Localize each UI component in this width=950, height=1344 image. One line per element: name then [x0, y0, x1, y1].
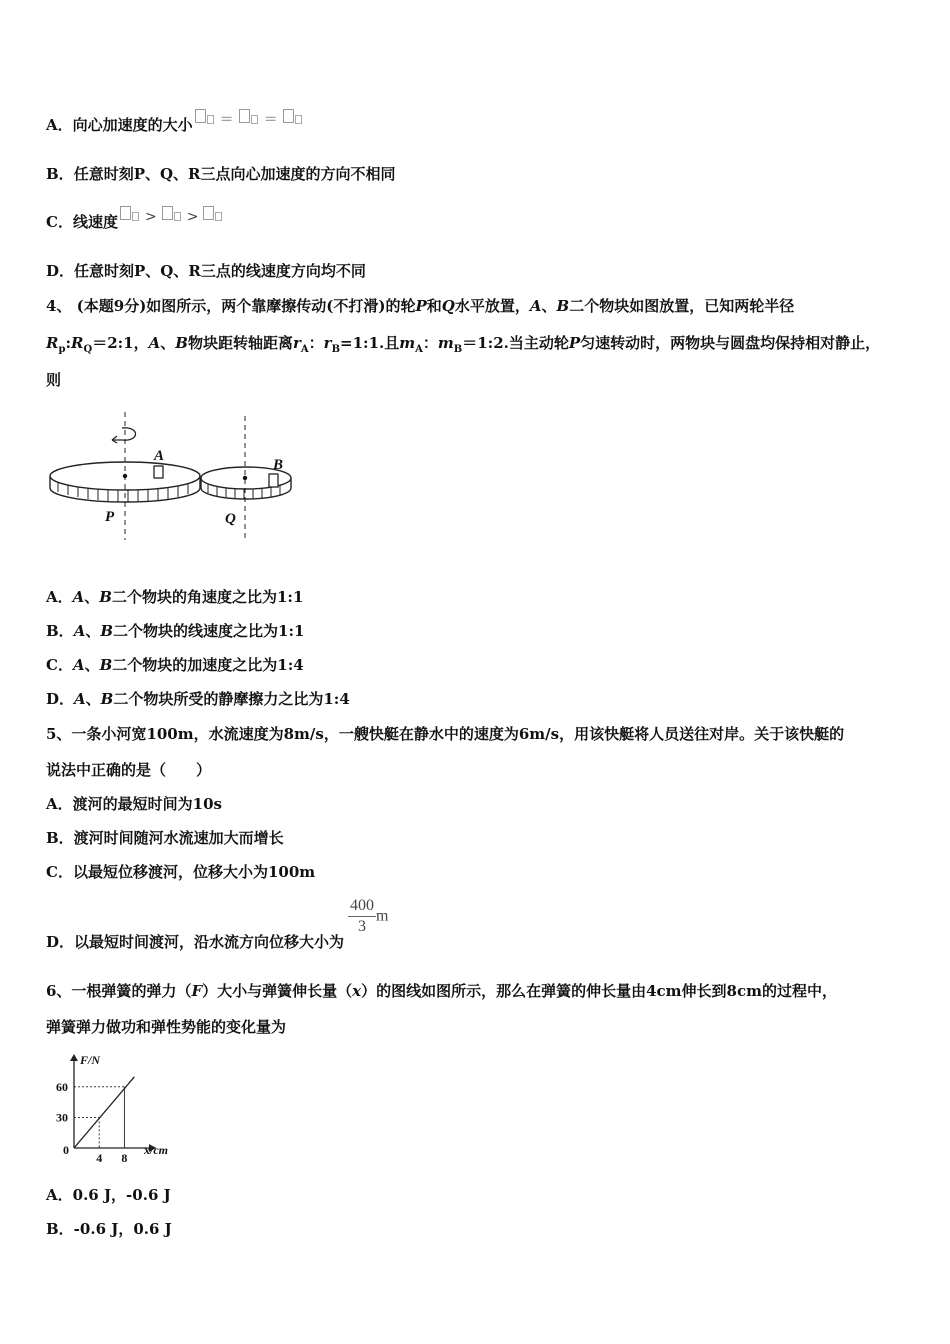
q4-option-b[interactable]: B．A、B二个物块的线速度之比为1:1 — [46, 622, 305, 640]
origin-label: 0 — [63, 1143, 69, 1157]
option-text: 向心加速度的大小 — [72, 116, 193, 134]
q4-stem-line2: $R_p:R_Q=2:1$，A、B物块距转轴距离$r_A$：$r_B=1:1$.且$m_A$：$m_B=1:2$.当主动轮P匀速转动时，两物块与圆盘均保持相对静止， — [46, 334, 881, 355]
block-a — [154, 466, 163, 478]
q5-option-c[interactable]: C．以最短位移渡河，位移大小为100m — [46, 863, 316, 881]
spring-force-chart — [44, 1050, 184, 1162]
q3-option-b[interactable]: B．任意时刻P、Q、R三点向心加速度的方向不相同 — [46, 165, 396, 183]
q4-stem-line3: 则 — [46, 371, 62, 389]
q6-stem-line2: 弹簧弹力做功和弹性势能的变化量为 — [46, 1018, 287, 1036]
block-b — [269, 474, 278, 487]
q6-option-b[interactable]: B．-0.6 J，0.6 J — [46, 1220, 172, 1238]
q3-option-c[interactable]: C．线速度 > > — [46, 212, 225, 233]
force-line — [74, 1077, 134, 1148]
q4-option-c[interactable]: C．A、B二个物块的加速度之比为1:4 — [46, 656, 304, 674]
label-q: Q — [225, 511, 236, 527]
q4-option-d[interactable]: D．A、B二个物块所受的静摩擦力之比为1:4 — [46, 690, 350, 708]
label-a: A — [154, 448, 165, 464]
q6-option-a[interactable]: A．0.6 J，-0.6 J — [46, 1186, 171, 1204]
q4-stem-line1: 4、 (本题9分)如图所示，两个靠摩擦传动(不打滑)的轮P和Q水平放置，A、B二个物块如图放置，已知两轮半径 — [46, 297, 795, 315]
y-axis-label: F/N — [80, 1053, 101, 1067]
q5-option-d[interactable]: D．以最短时间渡河，沿水流方向位移大小为 $\frac{400}{3}$ m — [46, 897, 389, 951]
q3-option-d[interactable]: D．任意时刻P、Q、R三点的线速度方向均不同 — [46, 262, 366, 280]
label-p: P — [105, 509, 115, 525]
q3-option-a[interactable] — [46, 112, 305, 136]
q5-option-b[interactable]: B．渡河时间随河水流速加大而增长 — [46, 829, 284, 847]
q4-option-a[interactable]: A．A、B二个物块的角速度之比为1:1 — [46, 588, 304, 606]
friction-wheels-figure — [44, 408, 304, 548]
fraction: $\frac{400}{3}$ — [350, 897, 375, 935]
x-tick-label: 8 — [121, 1151, 128, 1162]
q5-stem-line1: 5、一条小河宽100m，水流速度为8m/s，一艘快艇在静水中的速度为6m/s，用该快艇将人员送往对岸。关于该快艇的 — [46, 725, 845, 743]
rotation-arrow-icon — [112, 428, 136, 440]
formula-placeholder: > > — [118, 207, 225, 225]
q5-stem-line2: 说法中正确的是（ ） — [46, 761, 212, 779]
q6-stem-line1: 6、一根弹簧的弹力（F）大小与弹簧伸长量（x）的图线如图所示，那么在弹簧的伸长量由4cm伸长到8cm的过程中， — [46, 982, 837, 1000]
y-axis-arrow-icon — [70, 1054, 78, 1061]
y-tick-label: 30 — [56, 1110, 68, 1125]
x-axis-label: x/cm — [144, 1143, 168, 1157]
formula-placeholder: ＝ ＝ — [193, 110, 305, 128]
y-tick-label: 60 — [56, 1079, 68, 1094]
label-b: B — [273, 457, 284, 473]
q5-option-a[interactable]: A．渡河的最短时间为10s — [46, 795, 222, 813]
x-tick-label: 4 — [96, 1151, 103, 1162]
option-label: A． — [46, 116, 73, 134]
